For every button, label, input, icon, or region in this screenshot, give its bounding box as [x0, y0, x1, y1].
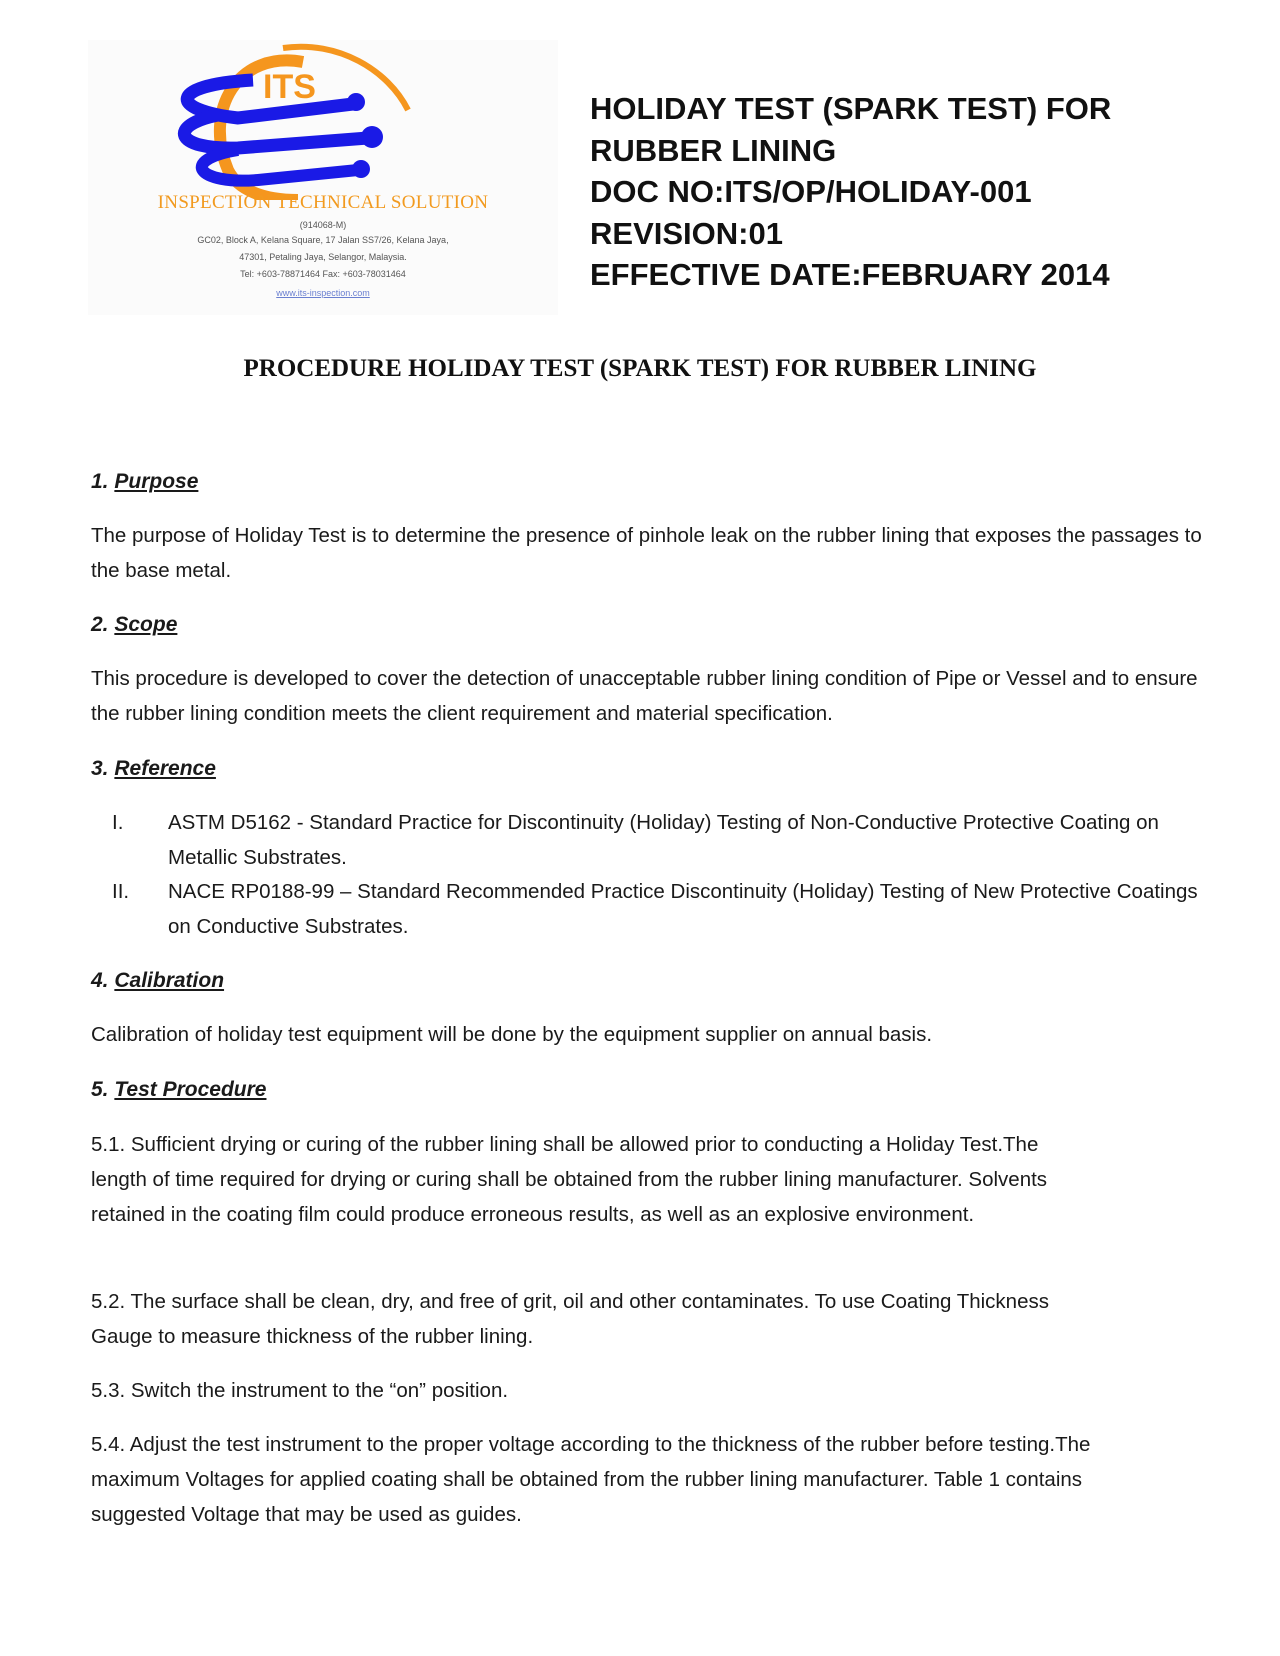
document-header — [590, 88, 1111, 296]
its-logo-icon — [88, 40, 558, 200]
section-heading-purpose: 1. Purpose — [91, 470, 199, 493]
document-page: ITS INSPECTION TECHNICAL SOLUTION (914068-M) GC02, Block A, Kelana Square, 17 Jalan SS7/26, Kelana Jaya, 47301, Petaling Jaya, Selangor, Malaysia. Tel: +603-78871464 Fax: +603-78031464 www.its-inspection.com HOLIDAY TEST (SPARK TEST) FOR RUBBER LINING DOC NO:ITS/OP/HOLIDAY-001 REVISION:01 EFFECTIVE DATE:FEBRUARY 2014 PROCEDURE HOLIDAY TEST (SPARK TEST) FOR RUBBER LINING 1. Purpose The purpose of Holiday Test is to determine the presence of pinhole leak on the rubber lining that exposes the passages to the base metal. 2. Scope This procedure is developed to cover the detection of unacceptable rubber lining condition of Pipe or Vessel and to ensure the rubber lining condition meets the client requirement and material specification. 3. Reference I. ASTM D5162 - Standard Practice for Discontinuity (Holiday) Testing of Non-Conductive Protective Coating on Metallic Substrates. II. NACE RP0188-99 – Standard Recommended Practice Discontinuity (Holiday) Testing of New Protective Coatings on Conductive Substrates. 4. Calibration Calibration of holiday test equipment will be done by the equipment supplier on annual basis. 5. Test Procedure 5.1. Sufficient drying or curing of the rubber lining shall be allowed prior to conducting a Holiday Test.The length of time required for drying or curing shall be obtained from the rubber lining manufacturer. Solvents retained in the coating film could produce erroneous results, as well as an explosive environment. 5.2. The surface shall be clean, dry, and free of grit, oil and other contaminates. To use Coating Thickness Gauge to measure thickness of the rubber lining. 5.3. Switch the instrument to the “on” position. 5.4. Adjust the test instrument to the proper voltage according to the thickness of the rubber before testing.The maximum Voltages for applied coating shall be obtained from the rubber lining manufacturer. Table 1 contains suggested Voltage that may be used as guides. — [0, 0, 1280, 1656]
document-title: PROCEDURE HOLIDAY TEST (SPARK TEST) FOR RUBBER LINING — [243, 355, 1037, 382]
company-reg: (914068-M) — [299, 220, 347, 230]
section-heading-calibration: 4. Calibration — [91, 969, 225, 992]
procedure-step: 5.4. Adjust the test instrument to the proper voltage according to the thickness of the rubber before testing.The maximum Voltages for applied coating shall be obtained from the rubber lining manufacturer. Table 1 contains suggested Voltage that may be used as guides. — [91, 1433, 1091, 1526]
procedure-step: 5.1. Sufficient drying or curing of the rubber lining shall be allowed prior to conducting a Holiday Test.The length of time required for drying or curing shall be obtained from the rubber lining manufacturer. Solvents retained in the coating film could produce erroneous results, as well as an explosive environment. — [91, 1133, 1048, 1226]
header-line: HOLIDAY TEST (SPARK TEST) FOR — [590, 91, 1112, 126]
header-effective-date: EFFECTIVE DATE:FEBRUARY 2014 — [590, 257, 1110, 292]
company-website-link[interactable]: www.its-inspection.com — [276, 288, 370, 298]
section-heading-test-procedure: 5. Test Procedure — [91, 1078, 267, 1101]
scope-text: This procedure is developed to cover the detection of unacceptable rubber lining condition of Pipe or Vessel and to ensure the rubber lining condition meets the client requirement and material specification. — [91, 667, 1198, 725]
procedure-step: 5.2. The surface shall be clean, dry, and free of grit, oil and other contaminates. To use Coating Thickness Gauge to measure thickness of the rubber lining. — [91, 1290, 1049, 1348]
company-contact: Tel: +603-78871464 Fax: +603-78031464 — [240, 269, 406, 279]
calibration-text: Calibration of holiday test equipment will be done by the equipment supplier on annual basis. — [91, 1023, 933, 1046]
company-logo-block — [88, 40, 558, 315]
section-heading-reference: 3. Reference — [91, 757, 216, 780]
purpose-text: The purpose of Holiday Test is to determine the presence of pinhole leak on the rubber lining that exposes the passages to the base metal. — [91, 524, 1202, 582]
procedure-step: 5.3. Switch the instrument to the “on” position. — [91, 1379, 509, 1402]
header-revision: REVISION:01 — [590, 215, 783, 251]
company-name: INSPECTION TECHNICAL SOLUTION — [157, 192, 489, 213]
company-address-1: GC02, Block A, Kelana Square, 17 Jalan SS7/26, Kelana Jaya, — [197, 235, 449, 245]
company-address-2: 47301, Petaling Jaya, Selangor, Malaysia. — [239, 252, 407, 262]
section-heading-scope: 2. Scope — [91, 613, 178, 636]
header-doc-no: DOC NO:ITS/OP/HOLIDAY-001 — [590, 174, 1032, 209]
header-line: RUBBER LINING — [590, 132, 837, 168]
svg-text:ITS: ITS — [263, 68, 316, 106]
